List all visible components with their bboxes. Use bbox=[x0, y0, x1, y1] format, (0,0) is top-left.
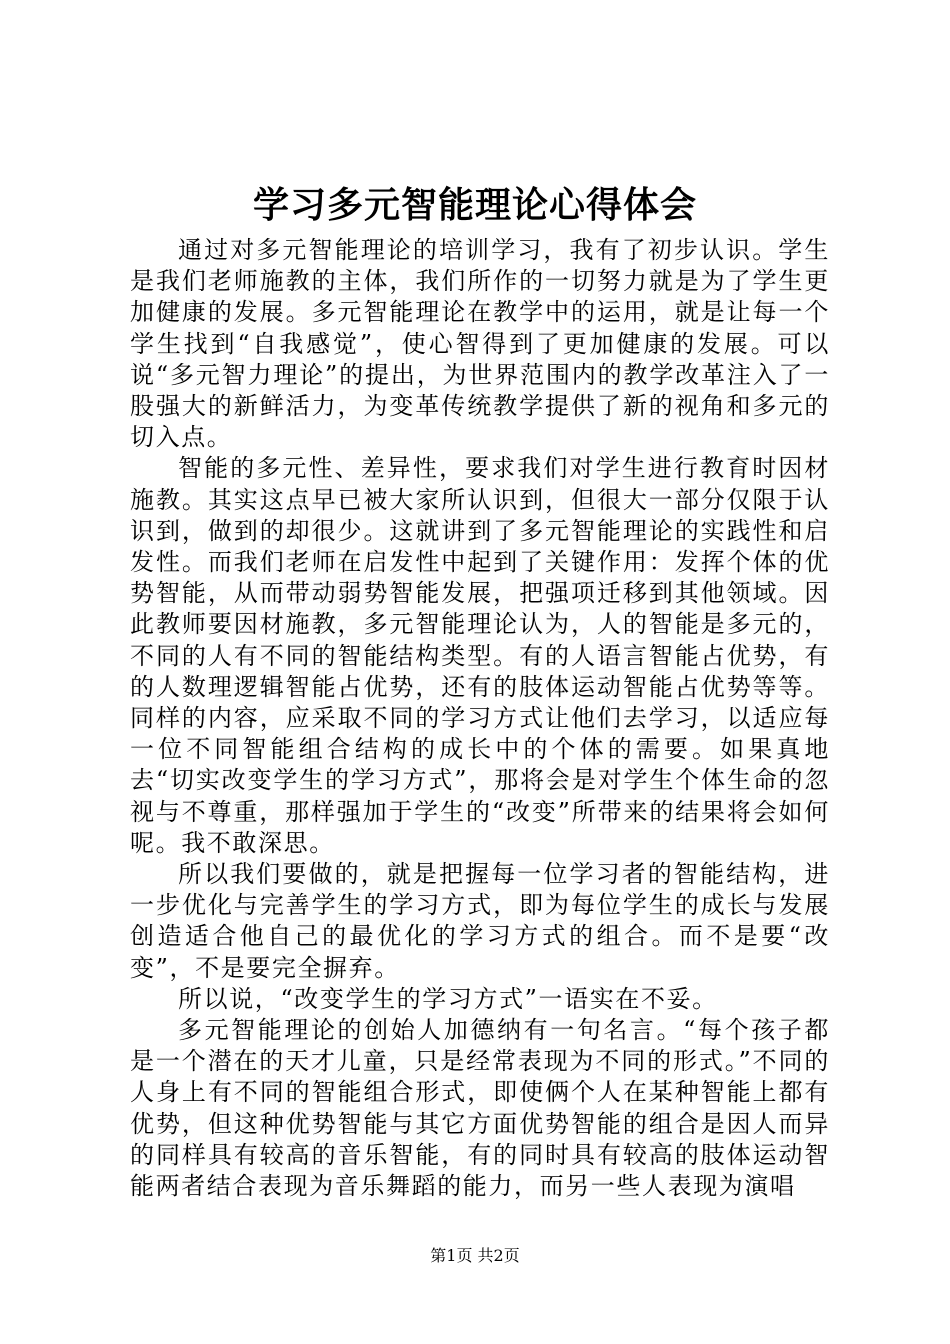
body-text bbox=[130, 235, 830, 1202]
paragraph: 所以说，“改变学生的学习方式”一语实在不妥。 bbox=[178, 984, 718, 1013]
page-footer: 第1页 共2页 bbox=[430, 1246, 520, 1265]
paragraph: 多元智能理论的创始人加德纳有一句名言。“每个孩子都是一个潜在的天才儿童，只是经常表现为不同的形式。”不同的人身上有不同的智能组合形式，即使俩个人在某种智能上都有优势，但这种优势智能与其它方面优势智能的组合是因人而异的同样具有较高的音乐智能，有的同时具有较高的肢体运动智能两者结合表现为音乐舞蹈的能力，而另一些人表现为演唱 bbox=[130, 1016, 830, 1201]
page-title: 学习多元智能理论心得体会 bbox=[252, 184, 697, 226]
paragraph: 通过对多元智能理论的培训学习，我有了初步认识。学生是我们老师施教的主体，我们所作的一切努力就是为了学生更加健康的发展。多元智能理论在教学中的运用，就是让每一个学生找到“自我感觉”，使心智得到了更加健康的发展。可以说“多元智力理论”的提出，为世界范围内的教学改革注入了一股强大的新鲜活力，为变革传统教学提供了新的视角和多元的切入点。 bbox=[130, 236, 830, 452]
paragraph: 所以我们要做的，就是把握每一位学习者的智能结构，进一步优化与完善学生的学习方式，即为每位学生的成长与发展创造适合他自己的最优化的学习方式的组合。而不是要“改变”，不是要完全摒弃。 bbox=[130, 860, 830, 982]
paragraph: 智能的多元性、差异性，要求我们对学生进行教育时因材施教。其实这点早已被大家所认识到，但很大一部分仅限于认识到，做到的却很少。这就讲到了多元智能理论的实践性和启发性。而我们老师在启发性中起到了关键作用：发挥个体的优势智能，从而带动弱势智能发展，把强项迁移到其他领域。因此教师要因材施教，多元智能理论认为，人的智能是多元的，不同的人有不同的智能结构类型。有的人语言智能占优势，有的人数理逻辑智能占优势，还有的肢体运动智能占优势等等。同样的内容，应采取不同的学习方式让他们去学习，以适应每一位不同智能组合结构的成长中的个体的需要。如果真地去“切实改变学生的学习方式”，那将会是对学生个体生命的忽视与不尊重，那样强加于学生的“改变”所带来的结果将会如何呢。我不敢深思。 bbox=[130, 454, 830, 857]
